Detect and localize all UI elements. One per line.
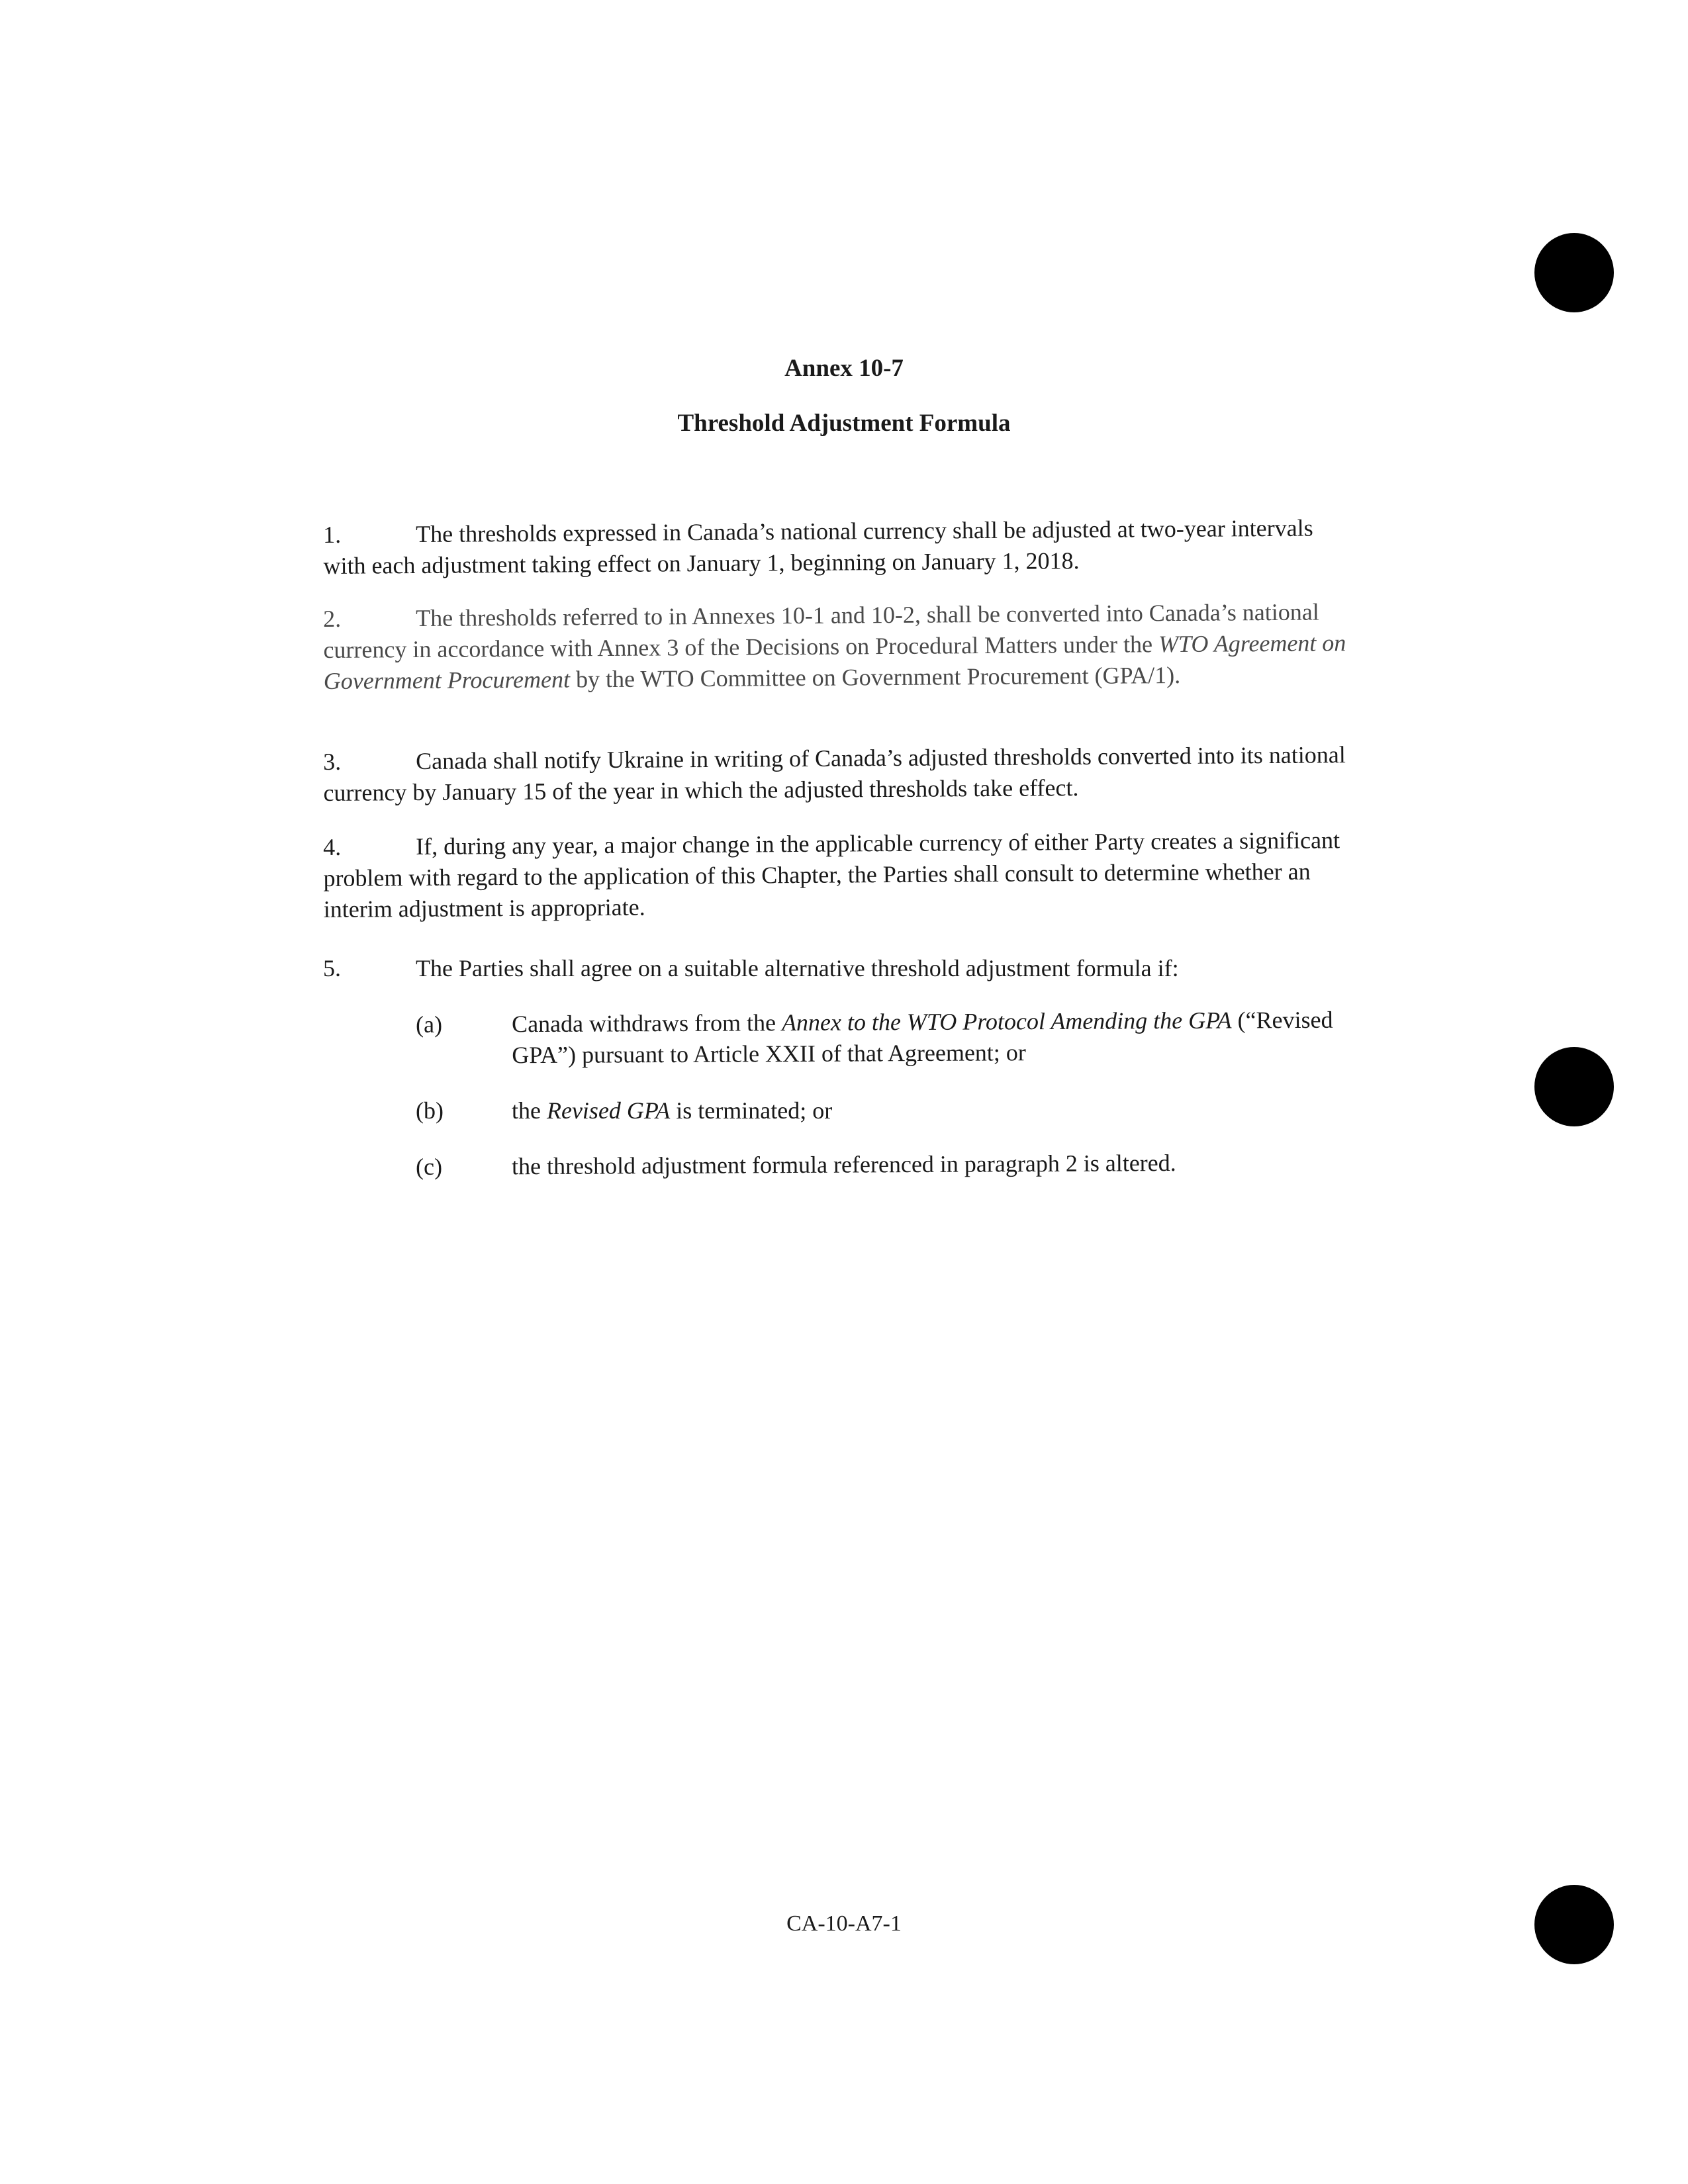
paragraph-number: 4. bbox=[323, 833, 342, 860]
subparagraph-italic-title: Revised GPA bbox=[546, 1097, 671, 1124]
paragraph-2 bbox=[323, 596, 1356, 697]
subparagraph-text bbox=[512, 1005, 1359, 1071]
paragraph-1 bbox=[323, 512, 1356, 582]
paragraph-text: If, during any year, a major change in the applicable currency of either Party creates a significant problem with regard to the application of this Chapter, the Parties shall consult to determine whether an interim adjustment is appropriate. bbox=[323, 827, 1340, 923]
subparagraph-text-end: (“Revised GPA”) pursuant to Article XXII of that Agreement; or bbox=[512, 1006, 1333, 1069]
paragraph-4 bbox=[323, 825, 1356, 925]
subparagraph-text-start: the bbox=[512, 1097, 547, 1124]
paragraph-text: Canada shall notify Ukraine in writing of Canada’s adjusted thresholds converted into its national currency by January 15 of the year in which the adjusted thresholds take effect. bbox=[323, 741, 1346, 806]
subparagraph-text: the threshold adjustment formula referenced in paragraph 2 is altered. bbox=[512, 1149, 1176, 1180]
paragraph-3 bbox=[323, 739, 1356, 809]
paragraph-5 bbox=[323, 953, 1356, 984]
subparagraph-letter: (c) bbox=[416, 1153, 443, 1180]
subparagraph-letter: (a) bbox=[416, 1011, 443, 1038]
subparagraph-a bbox=[416, 1005, 1356, 1069]
paragraph-number: 2. bbox=[323, 605, 342, 632]
subparagraph-c bbox=[416, 1147, 1356, 1180]
paragraph-text-end: by the WTO Committee on Government Procurement (GPA/1). bbox=[569, 661, 1181, 693]
paragraph-number: 5. bbox=[323, 955, 341, 981]
subparagraph-text bbox=[512, 1095, 1359, 1126]
paragraph-number: 3. bbox=[323, 748, 342, 775]
page-footer-id: CA-10-A7-1 bbox=[786, 1911, 902, 1936]
subparagraph-letter: (b) bbox=[416, 1097, 444, 1124]
paragraph-text: The Parties shall agree on a suitable alternative threshold adjustment formula if: bbox=[416, 955, 1179, 981]
subparagraph-text-end: is terminated; or bbox=[670, 1097, 833, 1124]
annex-subtitle: Threshold Adjustment Formula bbox=[677, 410, 1011, 437]
subparagraph-italic-title: Annex to the WTO Protocol Amending the GPA bbox=[781, 1007, 1232, 1036]
annex-title: Annex 10-7 bbox=[784, 355, 904, 382]
punch-hole-top bbox=[1534, 233, 1614, 312]
paragraph-italic-title: WTO Agreement on Government Procurement bbox=[323, 629, 1346, 694]
paragraph-text: The thresholds referred to in Annexes 10-1 and 10-2, shall be converted into Canada’s national currency in accordance with Annex 3 of the Decisions on Procedural Matters under the bbox=[323, 598, 1319, 663]
subparagraph-text-start: Canada withdraws from the bbox=[512, 1009, 782, 1038]
punch-hole-middle bbox=[1534, 1047, 1614, 1126]
paragraph-text: The thresholds expressed in Canada’s national currency shall be adjusted at two-year intervals with each adjustment taking effect on January 1, beginning on January 1, 2018. bbox=[323, 514, 1313, 579]
paragraph-number: 1. bbox=[323, 521, 342, 548]
